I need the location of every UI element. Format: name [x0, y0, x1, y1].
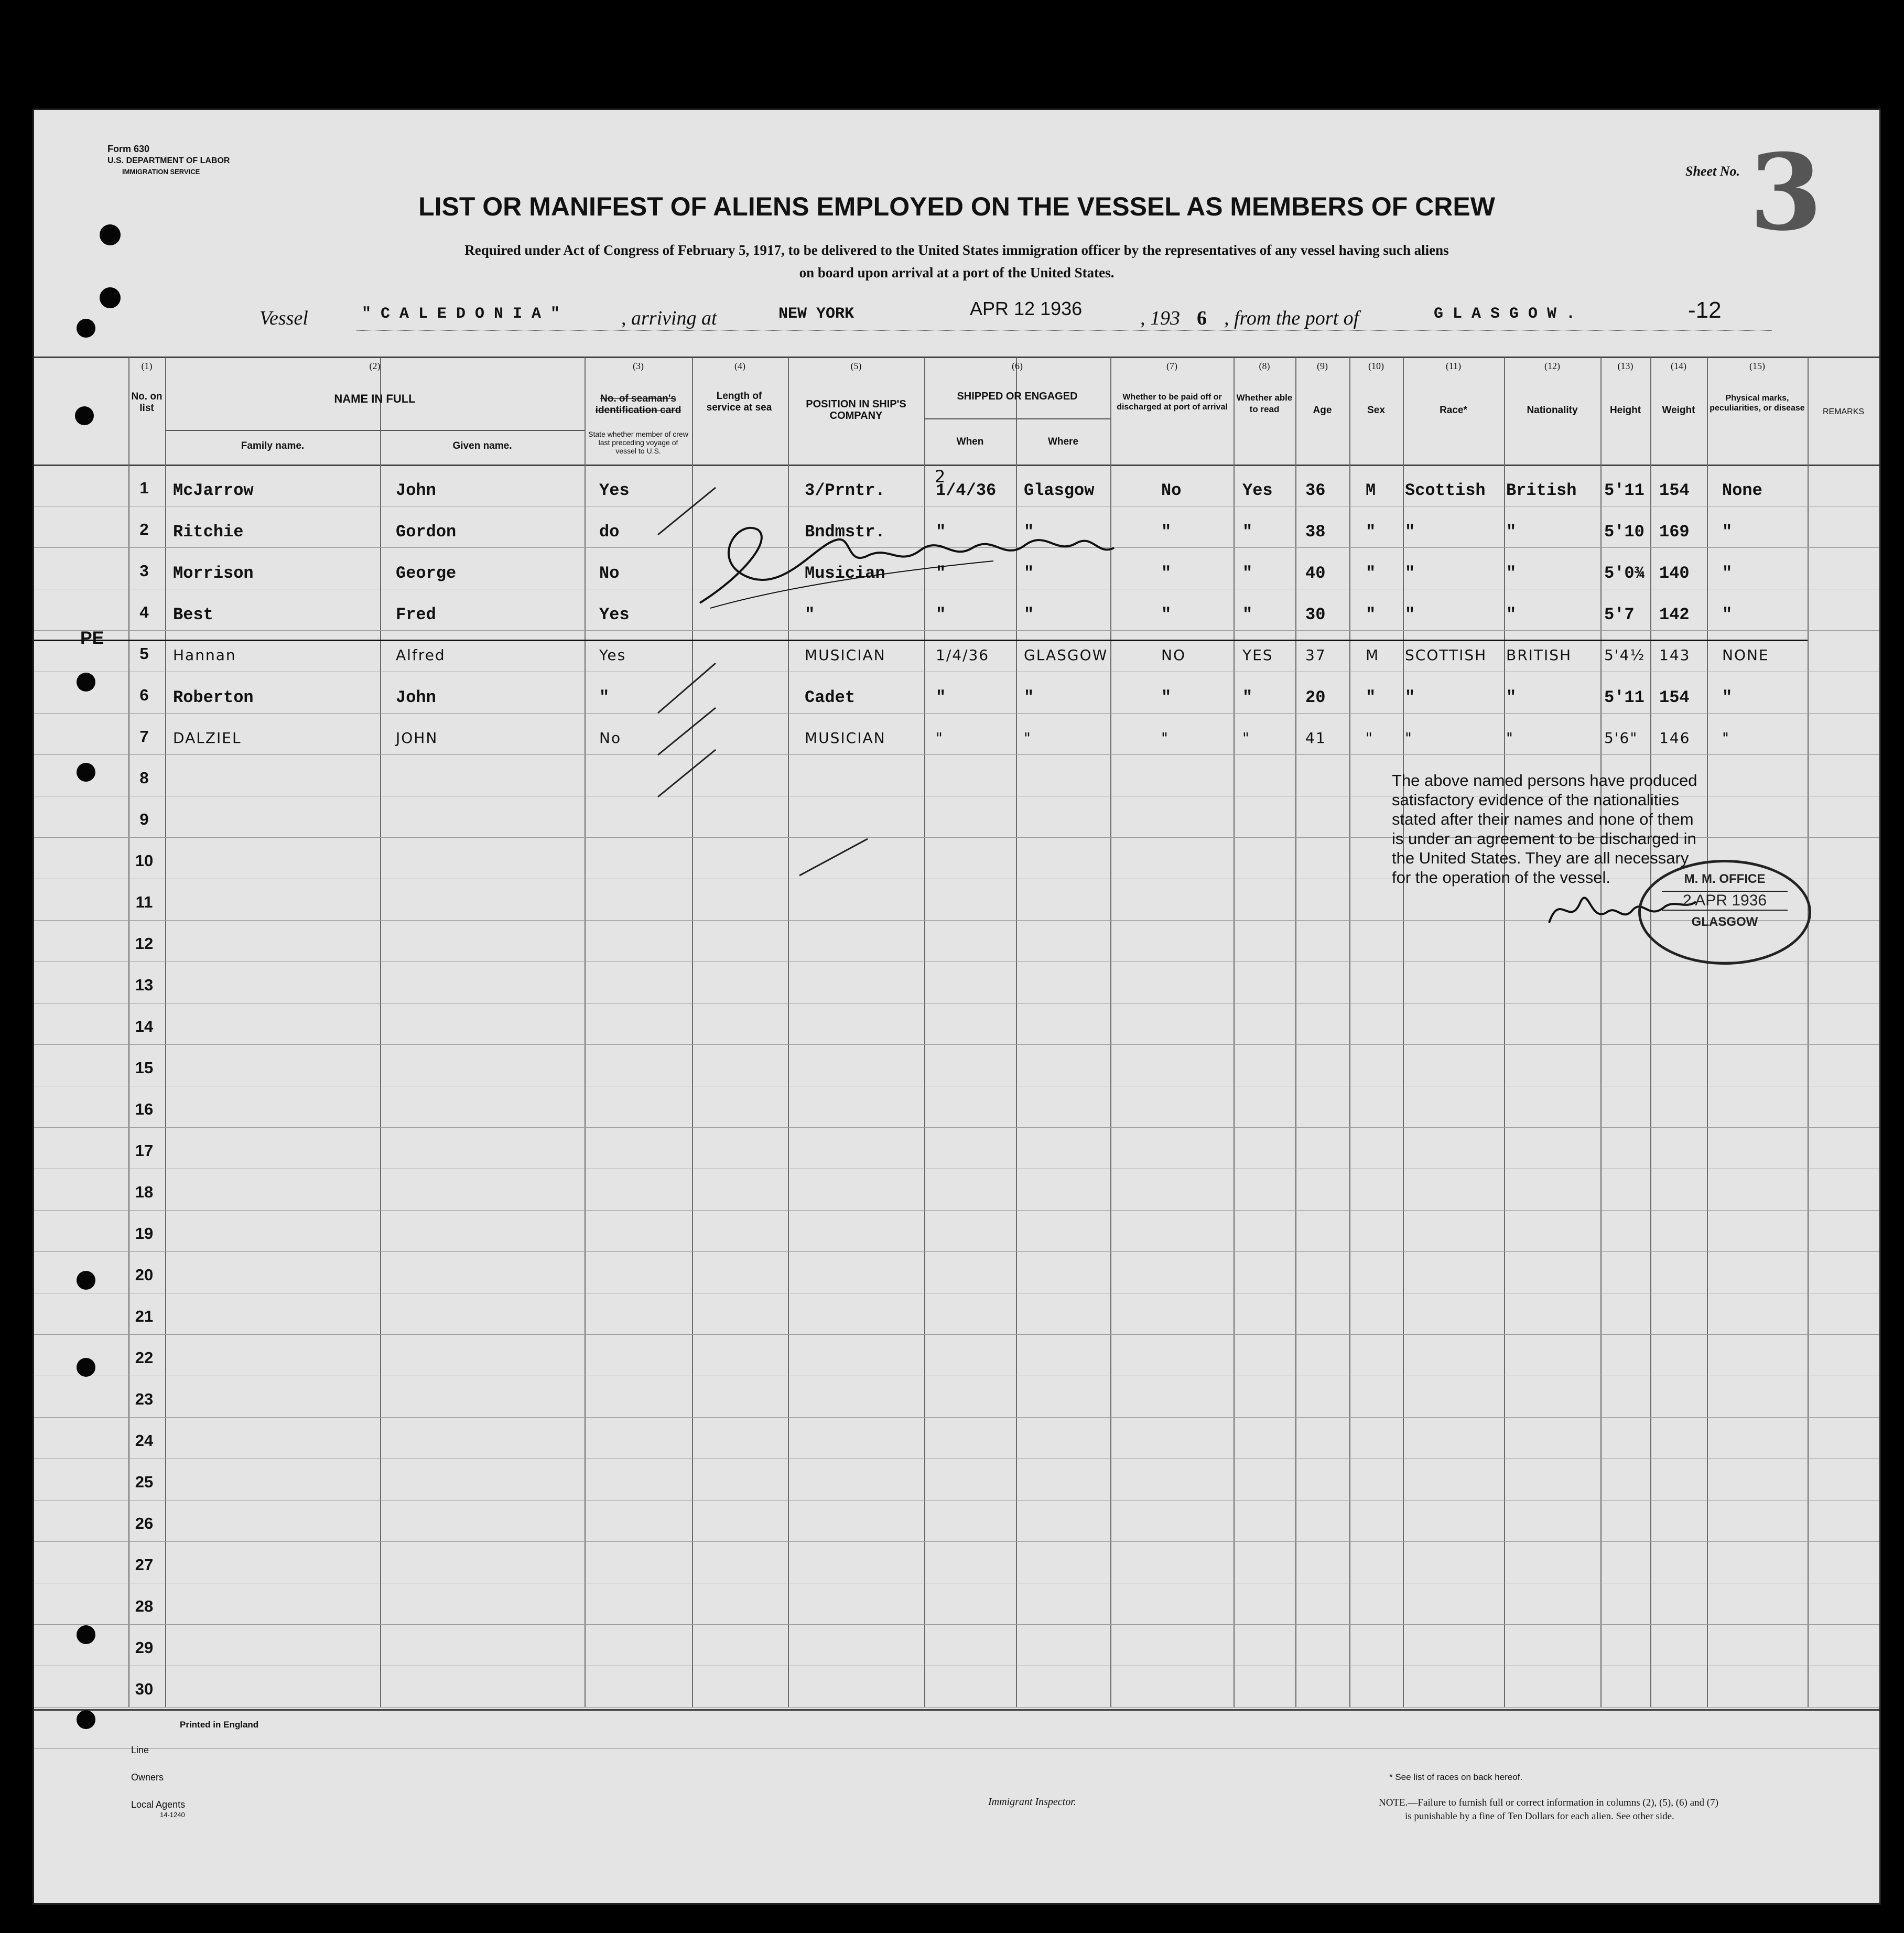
printed-in: Printed in England [180, 1720, 259, 1730]
cell-age: 30 [1305, 605, 1326, 624]
certification-line: satisfactory evidence of the nationalities [1392, 791, 1679, 809]
row-number: 2 [139, 520, 149, 538]
cell-height: 5'11 [1604, 688, 1645, 707]
check-mark [658, 750, 716, 797]
check-mark [658, 663, 716, 713]
row-number: 8 [139, 769, 149, 787]
row-number: 18 [135, 1183, 154, 1201]
vessel-label: Vessel [259, 307, 308, 329]
row-rule [34, 1210, 1879, 1211]
col-head-paid-off: Whether to be paid off or discharged at port of arrival [1117, 393, 1228, 412]
cell-nationality: BRITISH [1506, 646, 1572, 664]
stamp-date: 2 APR 1936 [1662, 891, 1788, 911]
cell-prev: Yes [599, 481, 630, 500]
cell-family: Roberton [173, 688, 254, 707]
row-rule [34, 1541, 1879, 1542]
cell-age: 41 [1305, 729, 1326, 747]
row-rule [34, 630, 1879, 631]
cell-physical: NONE [1722, 646, 1769, 664]
certification-line: stated after their names and none of them [1392, 810, 1694, 828]
cell-position: Bndmstr. [805, 522, 885, 542]
col-head-name-in-full: NAME IN FULL [334, 392, 416, 405]
cell-paid: " [1161, 688, 1172, 707]
cell-weight: 140 [1659, 564, 1690, 583]
cell-where: " [1024, 688, 1034, 707]
table-header-bottom-rule [34, 465, 1879, 466]
cell-paid: No [1161, 481, 1182, 500]
cell-read: " [1242, 729, 1250, 747]
row-rule [34, 1127, 1879, 1128]
vessel-name: " C A L E D O N I A " [362, 305, 560, 323]
manifest-sheet [33, 109, 1881, 1905]
cell-race: " [1405, 688, 1415, 707]
cell-age: 38 [1305, 522, 1326, 542]
col-num-15: (15) [1749, 361, 1765, 371]
cell-sex: M [1366, 481, 1376, 500]
row-number: 3 [139, 561, 149, 580]
cell-paid: NO [1161, 646, 1186, 664]
col-num-2: (2) [369, 361, 381, 371]
cell-family: McJarrow [173, 481, 254, 500]
col-head-height: Height [1609, 405, 1641, 416]
cell-age: 40 [1305, 564, 1326, 583]
col-head-when: When [956, 436, 984, 447]
stamp-top: M. M. OFFICE [1684, 872, 1766, 886]
cell-when: 1/4/36 [936, 646, 990, 664]
cell-nationality: " [1506, 564, 1517, 583]
row-number: 14 [135, 1017, 154, 1035]
total-mark: 2 [935, 467, 946, 487]
col-num-9: (9) [1317, 361, 1328, 371]
row-number: 22 [135, 1348, 154, 1367]
cell-prev: do [599, 522, 620, 542]
cell-given: George [396, 564, 457, 583]
cell-nationality: " [1506, 688, 1517, 707]
cell-sex: " [1366, 605, 1376, 624]
row-number: 4 [139, 603, 149, 621]
cell-prev: Yes [599, 646, 626, 664]
footer-note-1: NOTE.—Failure to furnish full or correct information in columns (2), (5), (6) and (7) [1379, 1797, 1718, 1808]
cell-when: " [936, 564, 946, 583]
col-head-weight: Weight [1662, 405, 1695, 416]
punch-hole [75, 406, 94, 425]
col-head-nationality: Nationality [1527, 405, 1578, 416]
sheet-number: 3 [1749, 131, 1823, 254]
row-number: 20 [135, 1266, 154, 1284]
immigrant-inspector-label: Immigrant Inspector. [988, 1796, 1076, 1808]
cell-family: Morrison [173, 564, 254, 583]
row-number: 16 [135, 1100, 154, 1118]
col-head-id-card-sub: State whether member of crew last preceding voyage of vessel to U.S. [588, 430, 688, 455]
cell-given: Gordon [396, 522, 457, 542]
punch-hole [100, 224, 121, 245]
col-num-12: (12) [1544, 361, 1560, 371]
cell-prev: " [599, 688, 610, 707]
row-number: 24 [135, 1431, 154, 1450]
column-rule [1403, 358, 1404, 1708]
certification-line: for the operation of the vessel. [1392, 868, 1611, 887]
cell-given: JOHN [396, 729, 438, 747]
cell-position: " [805, 605, 815, 624]
inspector-signature-graphic [679, 498, 1151, 629]
form-number: Form 630 [107, 144, 150, 154]
table-bottom-rule [34, 1709, 1879, 1711]
cell-physical: " [1722, 605, 1733, 624]
col-num-10: (10) [1368, 361, 1384, 371]
col-head-age: Age [1313, 405, 1332, 416]
col-head-where: Where [1047, 436, 1079, 447]
cell-where: " [1024, 605, 1034, 624]
row-rule [34, 713, 1879, 714]
arriving-label: , arriving at [621, 307, 717, 329]
col-num-7: (7) [1166, 361, 1177, 371]
punch-hole [77, 1271, 95, 1290]
cell-where: Glasgow [1024, 481, 1095, 500]
from-port-label: , from the port of [1224, 307, 1359, 329]
row-number: 13 [135, 976, 154, 994]
cell-physical: " [1722, 729, 1730, 747]
row-number: 30 [135, 1680, 154, 1698]
punch-hole [77, 673, 95, 692]
col-head-no-on-list: No. on list [131, 391, 163, 414]
cell-physical: " [1722, 522, 1733, 542]
cell-race: " [1405, 729, 1413, 747]
cell-sex: " [1366, 522, 1376, 542]
col-num-14: (14) [1671, 361, 1686, 371]
col-num-13: (13) [1617, 361, 1633, 371]
column-rule [1707, 358, 1708, 1708]
cell-position: Cadet [805, 688, 856, 707]
row-rule [34, 1044, 1879, 1045]
col-head-id-card: No. of seaman's identification card [595, 393, 681, 416]
cell-position: MUSICIAN [805, 729, 886, 747]
row-number: 11 [135, 893, 153, 911]
column-rule [1295, 358, 1296, 1708]
row-rule [34, 1251, 1879, 1252]
col-num-3: (3) [633, 361, 644, 371]
certification-line: the United States. They are all necessary [1392, 849, 1689, 867]
cell-when: " [936, 729, 944, 747]
cell-prev: No [599, 564, 620, 583]
cell-race: " [1405, 605, 1415, 624]
cell-nationality: " [1506, 522, 1517, 542]
cell-when: 1/4/36 [936, 481, 997, 500]
footer-agents-code: 14-1240 [160, 1811, 185, 1819]
col-head-position: POSITION IN SHIP'S COMPANY [806, 398, 906, 422]
punch-hole [77, 319, 95, 338]
subtitle-line-2: on board upon arrival at a port of the United States. [799, 265, 1115, 280]
row-number: 1 [139, 479, 149, 497]
cell-race: SCOTTISH [1405, 646, 1487, 664]
footer-line-label: Line [131, 1745, 149, 1755]
col-num-4: (4) [734, 361, 745, 371]
cell-age: 36 [1305, 481, 1326, 500]
cell-read: " [1242, 522, 1253, 542]
subtitle-line-1: Required under Act of Congress of February 5, 1917, to be delivered to the United States immigration officer by the representatives of any vessel having such aliens [464, 242, 1449, 258]
year-digit: 6 [1197, 307, 1207, 329]
cell-height: 5'11 [1604, 481, 1645, 500]
cell-paid: " [1161, 605, 1172, 624]
punch-hole [77, 763, 95, 782]
cell-when: " [936, 522, 946, 542]
col-head-physical: Physical marks, peculiarities, or disease [1710, 394, 1805, 413]
cell-given: John [396, 688, 436, 707]
column-rule [380, 358, 381, 1708]
column-rule [1349, 358, 1350, 1708]
row-rule [34, 1417, 1879, 1418]
cell-paid: " [1161, 564, 1172, 583]
cell-where: " [1024, 564, 1034, 583]
cell-family: Hannan [173, 646, 236, 664]
cell-when: " [936, 688, 946, 707]
from-port: G L A S G O W . [1434, 305, 1576, 323]
cell-position: 3/Prntr. [805, 481, 885, 500]
cell-nationality: British [1506, 481, 1577, 500]
row-number: 9 [139, 810, 149, 828]
pe-margin-note: PE [80, 628, 104, 648]
table-top-rule [34, 357, 1879, 358]
department-name: U.S. DEPARTMENT OF LABOR [107, 156, 230, 165]
row-number: 26 [135, 1514, 154, 1532]
cell-age: 20 [1305, 688, 1326, 707]
cell-physical: " [1722, 688, 1733, 707]
certification-line: The above named persons have produced [1392, 771, 1697, 790]
row-number: 15 [135, 1059, 154, 1077]
punch-hole [77, 1358, 95, 1377]
cell-family: Ritchie [173, 522, 244, 542]
row-rule [34, 754, 1879, 755]
row-number: 10 [135, 851, 154, 870]
race-note: * See list of races on back hereof. [1389, 1772, 1523, 1782]
cell-nationality: " [1506, 729, 1514, 747]
cell-race: " [1405, 522, 1415, 542]
column-rule [165, 358, 166, 1708]
row-number: 6 [139, 686, 149, 704]
cell-weight: 154 [1659, 688, 1690, 707]
row-number: 7 [139, 727, 149, 746]
total-slash [799, 839, 868, 876]
col-num-5: (5) [850, 361, 862, 371]
cell-race: Scottish [1405, 481, 1486, 500]
cell-where: " [1024, 729, 1032, 747]
cell-where: GLASGOW [1024, 646, 1108, 664]
cell-read: YES [1242, 646, 1273, 664]
cell-height: 5'4½ [1604, 646, 1646, 664]
cell-sex: " [1366, 729, 1373, 747]
cell-family: DALZIEL [173, 729, 242, 747]
col-head-remarks: REMARKS [1822, 407, 1865, 416]
cell-sex: " [1366, 564, 1376, 583]
corner-note: -12 [1688, 297, 1722, 323]
col-head-family-name: Family name. [241, 440, 305, 451]
date-stamp: APR 12 1936 [970, 298, 1083, 319]
col-head-race: Race* [1440, 405, 1467, 416]
column-rule [1504, 358, 1505, 1708]
cell-given: Fred [396, 605, 436, 624]
col-num-6: (6) [1012, 361, 1023, 371]
cell-race: " [1405, 564, 1415, 583]
column-rule [1600, 358, 1602, 1708]
cell-physical: " [1722, 564, 1733, 583]
column-rule [1234, 358, 1235, 1708]
row-number: 12 [135, 934, 154, 953]
cell-weight: 169 [1659, 522, 1690, 542]
col-head-able-read: Whether able to read [1236, 393, 1293, 414]
cell-physical: None [1722, 481, 1762, 500]
col-head-sex: Sex [1367, 405, 1385, 416]
row-number: 5 [139, 644, 149, 663]
punch-hole [77, 1710, 95, 1729]
cell-read: " [1242, 605, 1253, 624]
name-subdivider [165, 430, 585, 431]
row-number: 23 [135, 1390, 154, 1408]
cell-read: " [1242, 688, 1253, 707]
row-number: 21 [135, 1307, 154, 1325]
row-number: 27 [135, 1556, 154, 1574]
cell-read: Yes [1242, 481, 1273, 500]
footer-agents-label: Local Agents [131, 1799, 186, 1810]
year-label: , 193 [1140, 307, 1180, 329]
cell-weight: 146 [1659, 729, 1691, 747]
cell-prev: Yes [599, 605, 630, 624]
cell-height: 5'6" [1604, 729, 1638, 747]
row-rule [34, 1707, 1879, 1708]
cell-position: Musician [805, 564, 885, 583]
cell-weight: 154 [1659, 481, 1690, 500]
page-title: LIST OR MANIFEST OF ALIENS EMPLOYED ON THE VESSEL AS MEMBERS OF CREW [418, 192, 1495, 221]
col-num-8: (8) [1259, 361, 1270, 371]
cell-sex: M [1366, 646, 1380, 664]
row-number: 19 [135, 1224, 154, 1243]
stamp-bottom: GLASGOW [1691, 915, 1758, 929]
check-mark [658, 708, 716, 755]
col-num-1: (1) [141, 361, 153, 371]
column-rule [585, 358, 586, 1708]
sheet-label: Sheet No. [1685, 164, 1740, 179]
col-num-11: (11) [1445, 361, 1462, 371]
cell-paid: " [1161, 729, 1169, 747]
glasgow-stamp [1638, 860, 1811, 965]
arriving-port: NEW YORK [778, 305, 854, 323]
cell-age: 37 [1305, 646, 1326, 664]
vessel-line-rule [356, 330, 1772, 331]
row-number: 17 [135, 1141, 154, 1160]
cell-height: 5'10 [1604, 522, 1645, 542]
row-number: 28 [135, 1597, 154, 1615]
cell-weight: 142 [1659, 605, 1690, 624]
column-rule [1808, 358, 1809, 1708]
col-head-shipped: SHIPPED OR ENGAGED [957, 391, 1078, 402]
punch-hole [77, 1625, 95, 1644]
punch-hole [100, 287, 121, 308]
row-number: 29 [135, 1638, 154, 1657]
cell-height: 5'7 [1604, 605, 1635, 624]
cell-given: Alfred [396, 646, 446, 664]
cell-where: " [1024, 522, 1034, 542]
cell-given: John [396, 481, 436, 500]
row-rule [34, 1748, 1879, 1749]
col-head-given-name: Given name. [452, 440, 512, 451]
row-rule [34, 1334, 1879, 1335]
cell-prev: No [599, 729, 622, 747]
cell-height: 5'0¾ [1604, 564, 1645, 583]
column-rule [1650, 358, 1651, 1708]
cell-read: " [1242, 564, 1253, 583]
footer-owners-label: Owners [131, 1772, 164, 1783]
cell-when: " [936, 605, 946, 624]
service-name: IMMIGRATION SERVICE [122, 168, 200, 176]
cell-weight: 143 [1659, 646, 1691, 664]
cell-nationality: " [1506, 605, 1517, 624]
certification-line: is under an agreement to be discharged in [1392, 829, 1696, 848]
footer-note-2: is punishable by a fine of Ten Dollars for each alien. See other side. [1405, 1811, 1674, 1822]
cell-position: MUSICIAN [805, 646, 886, 664]
shipped-subdivider [924, 418, 1110, 419]
col-head-length-service: Length of service at sea [706, 391, 772, 413]
cell-family: Best [173, 605, 213, 624]
cell-sex: " [1366, 688, 1376, 707]
row-number: 25 [135, 1473, 154, 1491]
row-rule [34, 1624, 1879, 1625]
row-4-strikethrough [34, 640, 1808, 641]
cell-paid: " [1161, 522, 1172, 542]
